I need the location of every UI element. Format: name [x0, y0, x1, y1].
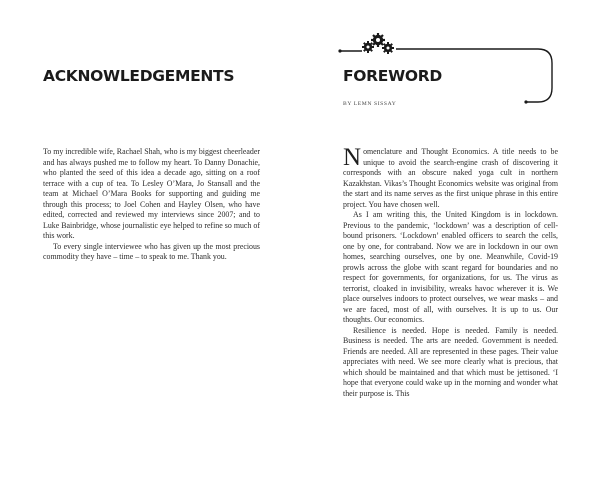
- foreword-paragraph-text: omenclature and Thought Economics. A title needs to be unique to avoid the search-engine crash of discovering it corresponds with an obscure naked yoga cult in northern Kazakhstan. Vikas’s Thought Economics website was original from the start and its name serves as the first unique phrase in this entire project. You have chosen well.: [343, 147, 558, 209]
- drop-cap: N: [343, 144, 362, 171]
- foreword-byline: BY LEMN SISSAY: [343, 101, 397, 107]
- foreword-paragraph: As I am writing this, the United Kingdom is in lockdown. Previous to the pandemic, ‘lockdown’ was a description of cell-bound prisoners. ‘Lockdown’ enabled officers to search the cells, one by one, for contraband. Now we are in lockdown in our own homes, searching ourselves, one by one. Meanwhile, Covid-19 prowls across the globe with scant regard for boundaries and no respect for governments, for organizations, for us. The virus as terrorist, cloaked in invisibility, wreaks havoc wherever it is. We place ourselves indoors to protect ourselves, we wear masks – and we are faced, most of all, with ourselves. It is up to us. Our thoughts. Our economics.: [343, 210, 558, 324]
- acknowledgements-paragraph: To every single interviewee who has given up the most precious commodity they have – time – to speak to me. Thank you.: [43, 241, 260, 261]
- gear-icon: [362, 33, 394, 54]
- acknowledgements-heading: ACKNOWLEDGEMENTS: [43, 67, 235, 85]
- right-page: [300, 0, 600, 480]
- foreword-paragraph: [343, 144, 558, 210]
- acknowledgements-paragraph: To my incredible wife, Rachael Shah, who is my biggest cheerleader and has always pushed me to follow my heart. To Danny Donachie, who planted the seed of this idea a decade ago, sitting on a roof terrace with a cup of tea. To Lesley O’Mara, Jo Stansall and the team at Michael O’Mara Books for supporting and guiding me through this process; to Joel Cohen and Hayley Olsen, who have edited, corrected and reviewed my interviews since 2007; and to Luke Bainbridge, whose journalistic eye helped to refine so much of this work.: [43, 147, 260, 240]
- foreword-text: [343, 144, 558, 399]
- acknowledgements-text: [43, 147, 260, 263]
- foreword-paragraph: Resilience is needed. Hope is needed. Family is needed. Business is needed. The arts are needed. Government is needed. Friends are needed. All are represented in these pages. Their value appreciates with need. We see more clearly what is precious, that which should be maintained and that which must be jettisoned. ‘I hope that everyone could wake up in the morning and wonder what their purpose is. This: [343, 325, 558, 398]
- foreword-heading: FOREWORD: [343, 67, 442, 85]
